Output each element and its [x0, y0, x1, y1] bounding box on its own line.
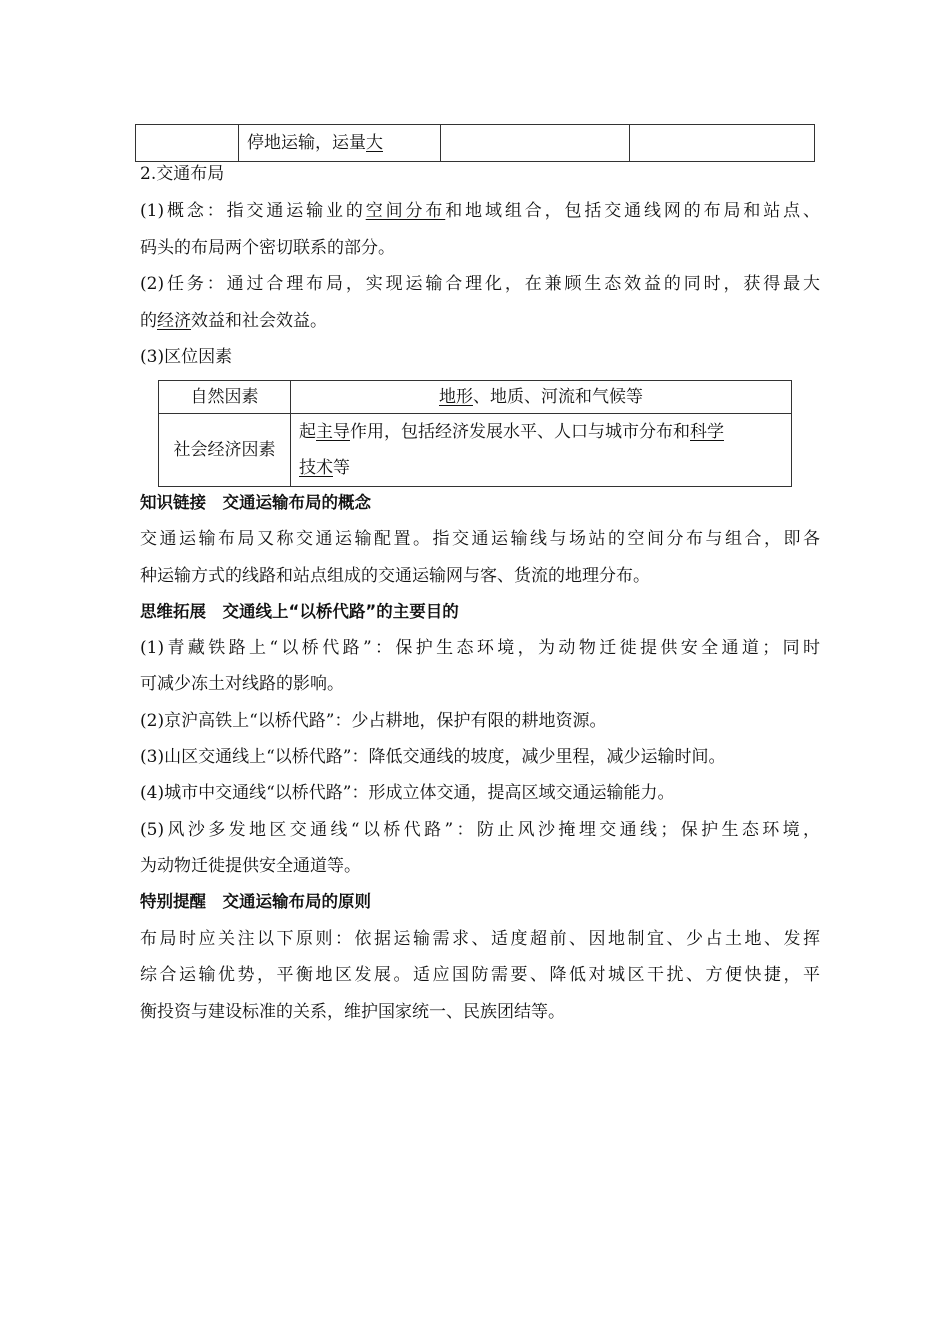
- text: 、地质、河流和气候等: [473, 387, 643, 407]
- reminder-heading: 特别提醒 交通运输布局的原则: [140, 892, 371, 911]
- thinking-p1-line-1: (1)青藏铁路上“以桥代路”：保护生态环境，为动物迁徙提供安全通道；同时: [140, 638, 820, 658]
- text: 等: [333, 458, 350, 478]
- table-cell: [239, 125, 441, 162]
- table-cell: [441, 125, 630, 162]
- thinking-heading: 思维拓展 交通线上“以桥代路”的主要目的: [140, 602, 459, 621]
- text: 和地域组合，包括交通线网的布局和站点、: [445, 201, 821, 221]
- text: 的: [140, 311, 157, 331]
- table-row: [159, 414, 792, 487]
- cell-line: [299, 450, 783, 486]
- table-row: [136, 125, 815, 162]
- underlined-answer: 主导: [316, 422, 350, 442]
- thinking-p5-line-1: (5)风沙多发地区交通线“以桥代路”：防止风沙掩埋交通线；保护生态环境，: [140, 820, 820, 840]
- thinking-p4: (4)城市中交通线“以桥代路”：形成立体交通，提高区域交通运输能力。: [140, 783, 675, 803]
- underlined-answer: 地形: [439, 387, 473, 407]
- table-cell: [136, 125, 239, 162]
- top-table: [135, 124, 815, 162]
- section-title: 2.交通布局: [140, 164, 225, 184]
- underlined-answer: 空间分布: [365, 201, 446, 221]
- thinking-p2: (2)京沪高铁上“以桥代路”：少占耕地，保护有限的耕地资源。: [140, 711, 607, 731]
- task-line-1: (2)任务：通过合理布局，实现运输合理化，在兼顾生态效益的同时，获得最大: [140, 274, 820, 294]
- task-line-2: [140, 310, 820, 332]
- cell-line: [299, 414, 783, 450]
- text: (1)概念：指交通运输业的: [140, 201, 366, 221]
- reminder-line-3: 衡投资与建设标准的关系，维护国家统一、民族团结等。: [140, 1002, 565, 1022]
- table-cell: [630, 125, 815, 162]
- underlined-answer: 科学: [690, 422, 724, 442]
- factors-title: (3)区位因素: [140, 347, 233, 367]
- reminder-line-1: 布局时应关注以下原则：依据运输需求、适度超前、因地制宜、少占土地、发挥: [140, 929, 820, 949]
- concept-line-1: [140, 200, 820, 222]
- thinking-p5-line-2: 为动物迁徙提供安全通道等。: [140, 856, 361, 876]
- table-cell-label: 社会经济因素: [159, 414, 291, 487]
- underlined-answer: 技术: [299, 458, 333, 478]
- table-row: [159, 381, 792, 414]
- table-cell-label: 自然因素: [159, 381, 291, 414]
- concept-line-2: 码头的布局两个密切联系的部分。: [140, 238, 395, 258]
- text: 起: [299, 422, 316, 442]
- reminder-line-2: 综合运输优势，平衡地区发展。适应国防需要、降低对城区干扰、方便快捷，平: [140, 965, 820, 985]
- cell-text: 停地运输，运量: [247, 133, 366, 153]
- thinking-p1-line-2: 可减少冻土对线路的影响。: [140, 674, 344, 694]
- thinking-p3: (3)山区交通线上“以桥代路”：降低交通线的坡度，减少里程，减少运输时间。: [140, 747, 726, 767]
- underlined-answer: 大: [366, 133, 383, 153]
- text: 作用，包括经济发展水平、人口与城市分布和: [350, 422, 690, 442]
- link-line-2: 种运输方式的线路和站点组成的交通运输网与客、货流的地理分布。: [140, 566, 650, 586]
- factors-table: [158, 380, 792, 487]
- underlined-answer: 经济: [157, 311, 191, 331]
- table-cell: [291, 414, 792, 487]
- text: 效益和社会效益。: [191, 311, 327, 331]
- table-cell: [291, 381, 792, 414]
- link-line-1: 交通运输布局又称交通运输配置。指交通运输线与场站的空间分布与组合，即各: [140, 529, 820, 549]
- link-heading: 知识链接 交通运输布局的概念: [140, 493, 371, 512]
